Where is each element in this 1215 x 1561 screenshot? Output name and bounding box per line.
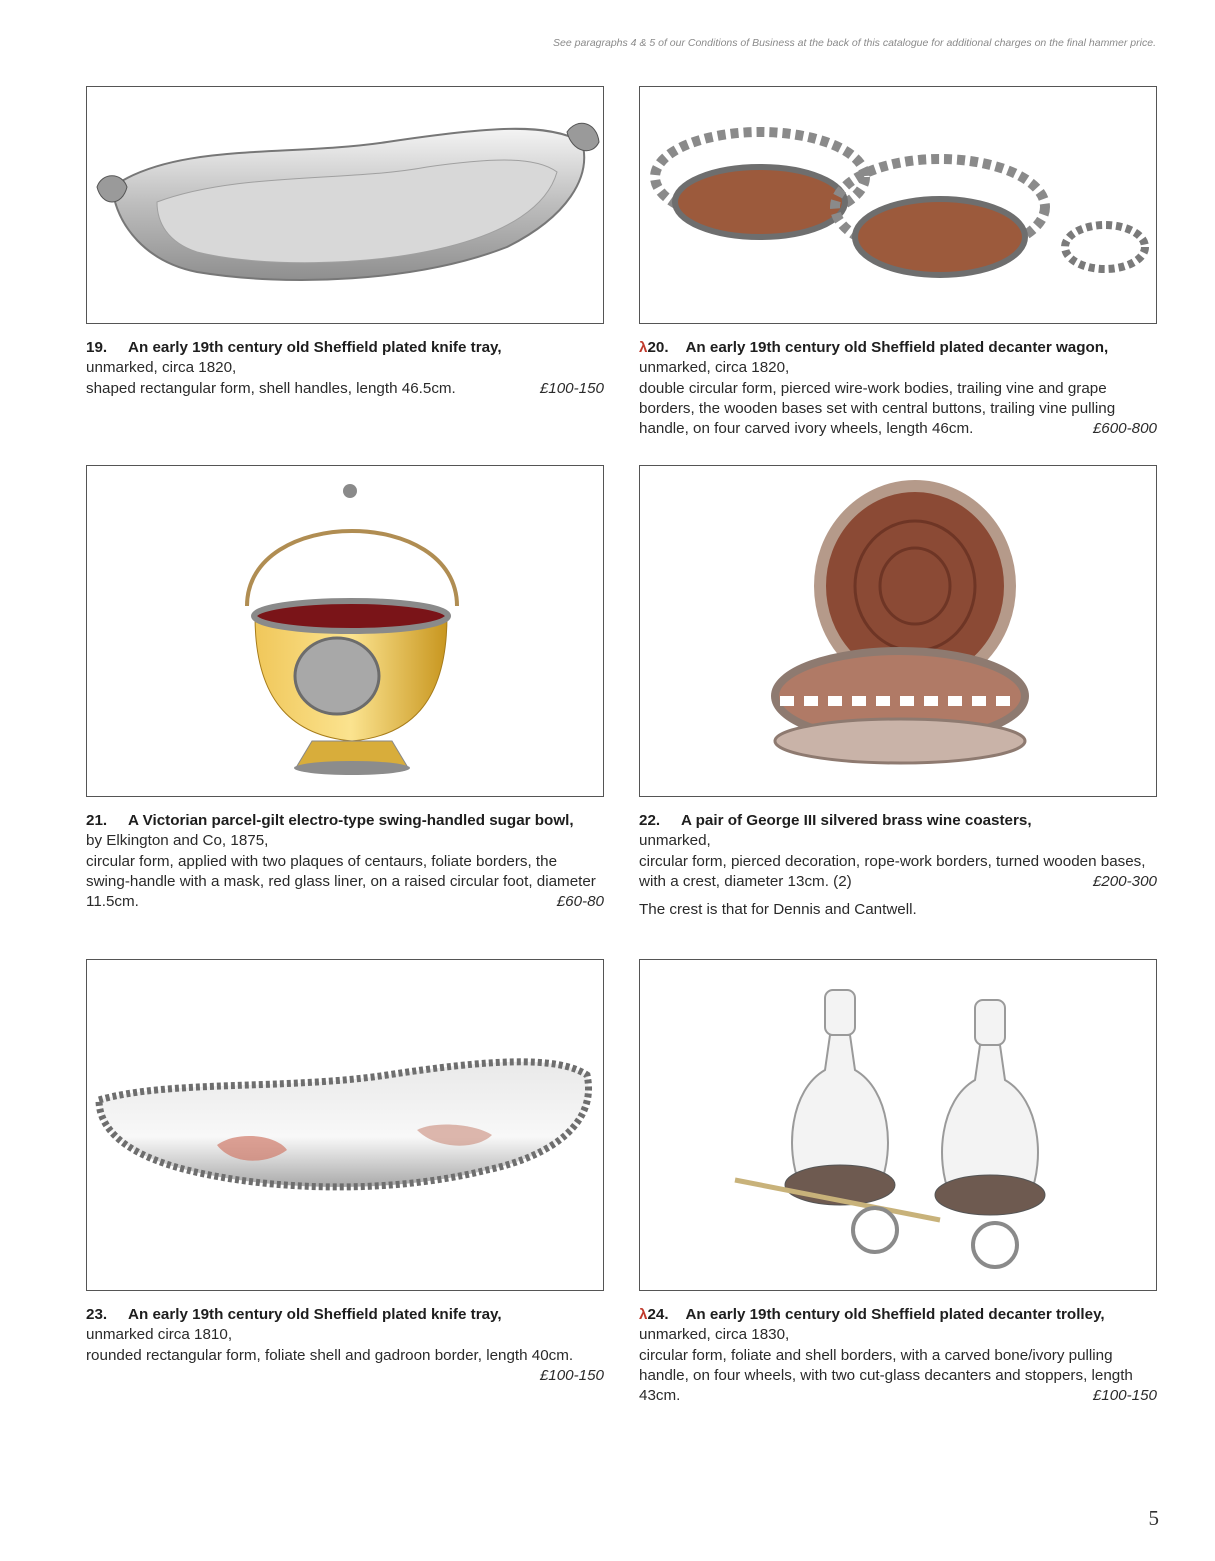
decanter-trolley-illustration [640, 960, 1156, 1290]
lot-24-caption [639, 1305, 1157, 1406]
lot-title: An early 19th century old Sheffield plated knife tray, [128, 1306, 502, 1323]
decanter-wagon-illustration [640, 87, 1156, 323]
lot-20-caption [639, 338, 1157, 439]
lot-title: A Victorian parcel-gilt electro-type swing-handled sugar bowl, [128, 812, 574, 829]
lot-22-caption [639, 811, 1157, 920]
lot-21 [86, 465, 604, 912]
lot-24 [639, 959, 1157, 1406]
lot-description: rounded rectangular form, foliate shell and gadroon border, length 40cm. [86, 1346, 574, 1364]
decanter-wagon-photo [639, 86, 1157, 324]
knife-tray-gadroon-photo [86, 959, 604, 1291]
lot-number: 23. [86, 1306, 108, 1323]
lot-22 [639, 465, 1157, 920]
lot-number: 19. [86, 339, 108, 356]
lot-maker: unmarked circa 1810, [86, 1326, 233, 1344]
lot-maker: unmarked, [639, 832, 711, 850]
lot-title: An early 19th century old Sheffield plated decanter wagon, [685, 339, 1109, 356]
knife-tray-illustration [87, 87, 603, 323]
lot-19-caption [86, 338, 604, 399]
lot-maker: unmarked, circa 1820, [639, 359, 790, 377]
lot-maker: unmarked, circa 1820, [86, 359, 237, 377]
knife-tray-photo [86, 86, 604, 324]
lot-maker: by Elkington and Co, 1875, [86, 832, 269, 850]
ivory-lambda-icon: λ [639, 1306, 648, 1323]
lot-number: 21. [86, 812, 108, 829]
lot-23-caption [86, 1305, 604, 1386]
lot-description: circular form, foliate and shell borders, with a carved bone/ivory pulling handle, on four wheels, with two cut-glass decanters and stoppers, length 43cm. [639, 1346, 1133, 1405]
lot-footnote: The crest is that for Dennis and Cantwell. [639, 901, 917, 919]
lot-20 [639, 86, 1157, 439]
lot-description: double circular form, pierced wire-work bodies, trailing vine and grape borders, the wooden bases set with central buttons, trailing vine pulling handle, on four carved ivory wheels, length 46cm. [639, 379, 1116, 438]
lot-title: An early 19th century old Sheffield plated knife tray, [128, 339, 502, 356]
lot-number: 22. [639, 812, 661, 829]
ivory-lambda-icon: λ [639, 339, 648, 356]
lot-estimate: £200-300 [1092, 872, 1157, 890]
lot-description: circular form, applied with two plaques of centaurs, foliate borders, the swing-handle with a mask, red glass liner, on a raised circular foot, diameter 11.5cm. [86, 852, 596, 911]
lot-number: 24. [647, 1306, 669, 1323]
lot-estimate: £100-150 [1092, 1387, 1157, 1405]
lot-number: 20. [647, 339, 669, 356]
decanter-trolley-photo [639, 959, 1157, 1291]
knife-tray-gadroon-illustration [87, 960, 603, 1290]
lot-estimate: £100-150 [539, 379, 604, 397]
lot-title: A pair of George III silvered brass wine coasters, [681, 812, 1032, 829]
sugar-bowl-photo [86, 465, 604, 797]
conditions-note: See paragraphs 4 & 5 of our Conditions of Business at the back of this catalogue for additional charges on the final hammer price. [553, 37, 1156, 49]
lot-23 [86, 959, 604, 1386]
wine-coasters-photo [639, 465, 1157, 797]
lot-title: An early 19th century old Sheffield plated decanter trolley, [685, 1306, 1105, 1323]
page-number: 5 [1148, 1506, 1159, 1530]
sugar-bowl-illustration [87, 466, 603, 796]
lot-description: shaped rectangular form, shell handles, length 46.5cm. [86, 379, 456, 397]
lot-estimate: £600-800 [1092, 420, 1157, 438]
lot-21-caption [86, 811, 604, 912]
lot-maker: unmarked, circa 1830, [639, 1326, 790, 1344]
wine-coasters-illustration [640, 466, 1156, 796]
lot-estimate: £60-80 [556, 893, 604, 911]
lot-description: circular form, pierced decoration, rope-work borders, turned wooden bases, with a crest, diameter 13cm. (2) [639, 852, 1146, 890]
lot-estimate: £100-150 [539, 1366, 604, 1384]
lot-19 [86, 86, 604, 399]
